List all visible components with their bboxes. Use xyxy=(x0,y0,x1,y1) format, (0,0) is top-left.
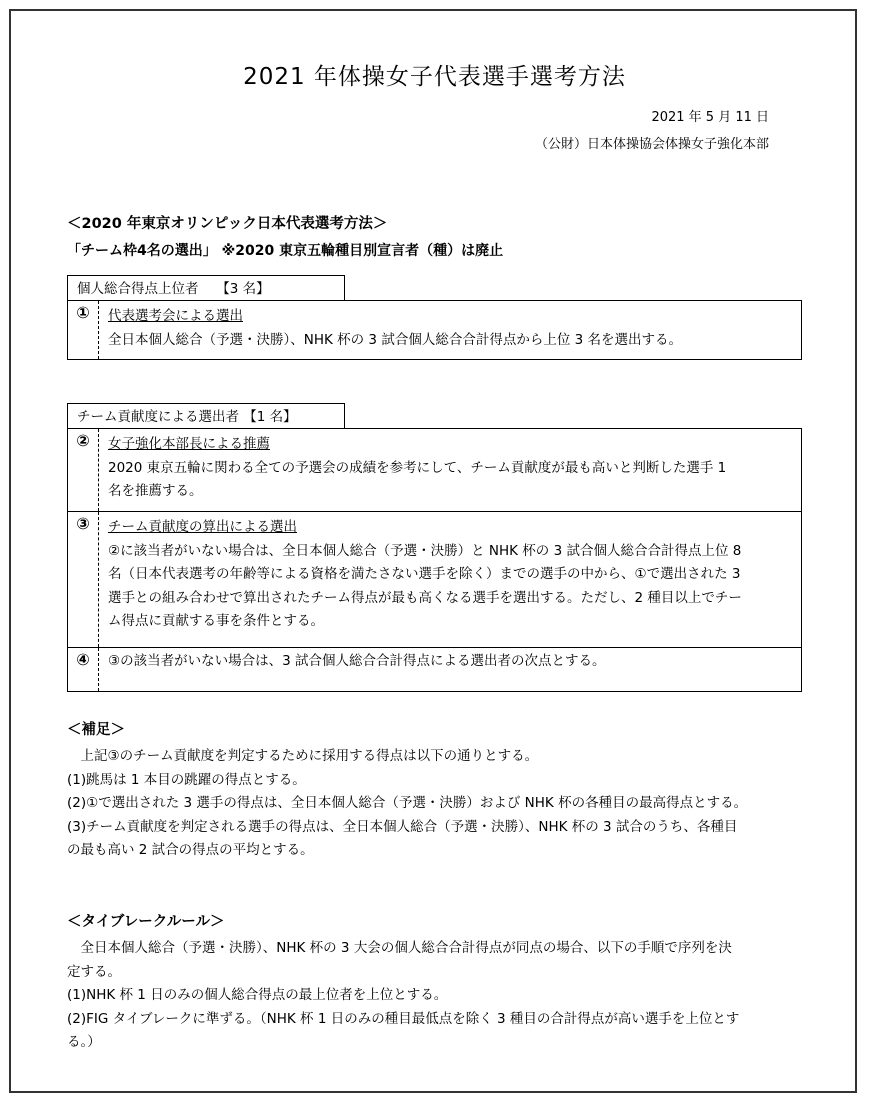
document-date: 2021 年 5 月 11 日 xyxy=(651,110,769,125)
sub-heading: 「チーム枠4名の選出」 ※2020 東京五輪種目別宣言者（種）は廃止 xyxy=(67,243,504,259)
row-text: 全日本個人総合（予選・決勝）、NHK 杯の 3 試合個人総合合計得点から上位 3 名を選出する。 xyxy=(108,331,682,348)
supplement-text xyxy=(67,745,807,863)
supplement-line: の最も高い 2 試合の得点の平均とする。 xyxy=(67,842,314,858)
supplement-line: (1)跳馬は 1 本目の跳躍の得点とする。 xyxy=(67,771,306,788)
row-title: 女子強化本部長による推薦 xyxy=(108,436,270,452)
row-title: 代表選考会による選出 xyxy=(108,308,243,324)
row-text: ム得点に貢献する事を条件とする。 xyxy=(108,613,324,629)
row-title: チーム貢献度の算出による選出 xyxy=(108,519,297,535)
row-text: 2020 東京五輪に関わる全ての予選会の成績を参考にして、チーム貢献度が最も高いと判断した選手 1 xyxy=(108,459,727,476)
row-text: 名を推薦する。 xyxy=(108,483,203,499)
criteria-row-3 xyxy=(68,511,801,647)
supplement-line: (2)①で選出された 3 選手の得点は、全日本個人総合（予選・決勝）および NHK 杯の各種目の最高得点とする。 xyxy=(67,795,748,811)
tiebreak-text xyxy=(67,937,807,1055)
tiebreak-line: 定する。 xyxy=(67,963,121,980)
tiebreak-line: る。） xyxy=(67,1034,101,1050)
supplement-line: 上記③のチーム貢献度を判定するために採用する得点は以下の通りとする。 xyxy=(67,748,539,764)
supplement-heading: ＜補足＞ xyxy=(67,722,125,738)
supplement-line: (3)チーム貢献度を判定される選手の得点は、全日本個人総合（予選・決勝）、NHK 杯の 3 試合のうち、各種目 xyxy=(67,818,738,835)
criteria-row-4 xyxy=(68,647,801,691)
group1-label: 個人総合得点上位者 【3 名】 xyxy=(67,275,345,301)
row-number: ② xyxy=(68,429,99,511)
section-heading: ＜2020 年東京オリンピック日本代表選考方法＞ xyxy=(67,216,388,232)
row-text: 選手との組み合わせで算出されたチーム得点が最も高くなる選手を選出する。ただし、2 種目以上でチー xyxy=(108,589,742,606)
tiebreak-line: 全日本個人総合（予選・決勝）、NHK 杯の 3 大会の個人総合合計得点が同点の場合、以下の手順で序列を決 xyxy=(67,940,732,956)
row-text: 名（日本代表選考の年齢等による資格を満たさない選手を除く）までの選手の中から、①で選出された 3 xyxy=(108,566,741,582)
row-number: ④ xyxy=(68,648,99,691)
group2-box xyxy=(67,428,802,692)
tiebreak-line: (1)NHK 杯 1 日のみの個人総合得点の最上位者を上位とする。 xyxy=(67,987,448,1003)
tiebreak-heading: ＜タイブレークルール＞ xyxy=(67,914,225,930)
row-number: ③ xyxy=(68,512,99,647)
row-text: ③の該当者がいない場合は、3 試合個人総合合計得点による選出者の次点とする。 xyxy=(108,653,606,669)
group2-label: チーム貢献度による選出者 【1 名】 xyxy=(67,403,345,429)
row-text: ②に該当者がいない場合は、全日本個人総合（予選・決勝）と NHK 杯の 3 試合個人総合合計得点上位 8 xyxy=(108,542,742,559)
group1-box xyxy=(67,300,802,360)
row-number: ① xyxy=(68,301,99,359)
criteria-row-2 xyxy=(68,429,801,511)
document-title: 2021 年体操女子代表選手選考方法 xyxy=(243,64,626,90)
tiebreak-line: (2)FIG タイブレークに準ずる。（NHK 杯 1 日のみの種目最低点を除く 3 種目の合計得点が高い選手を上位とす xyxy=(67,1010,740,1027)
organization-name: （公財）日本体操協会体操女子強化本部 xyxy=(534,137,769,152)
criteria-row-1 xyxy=(68,301,801,359)
